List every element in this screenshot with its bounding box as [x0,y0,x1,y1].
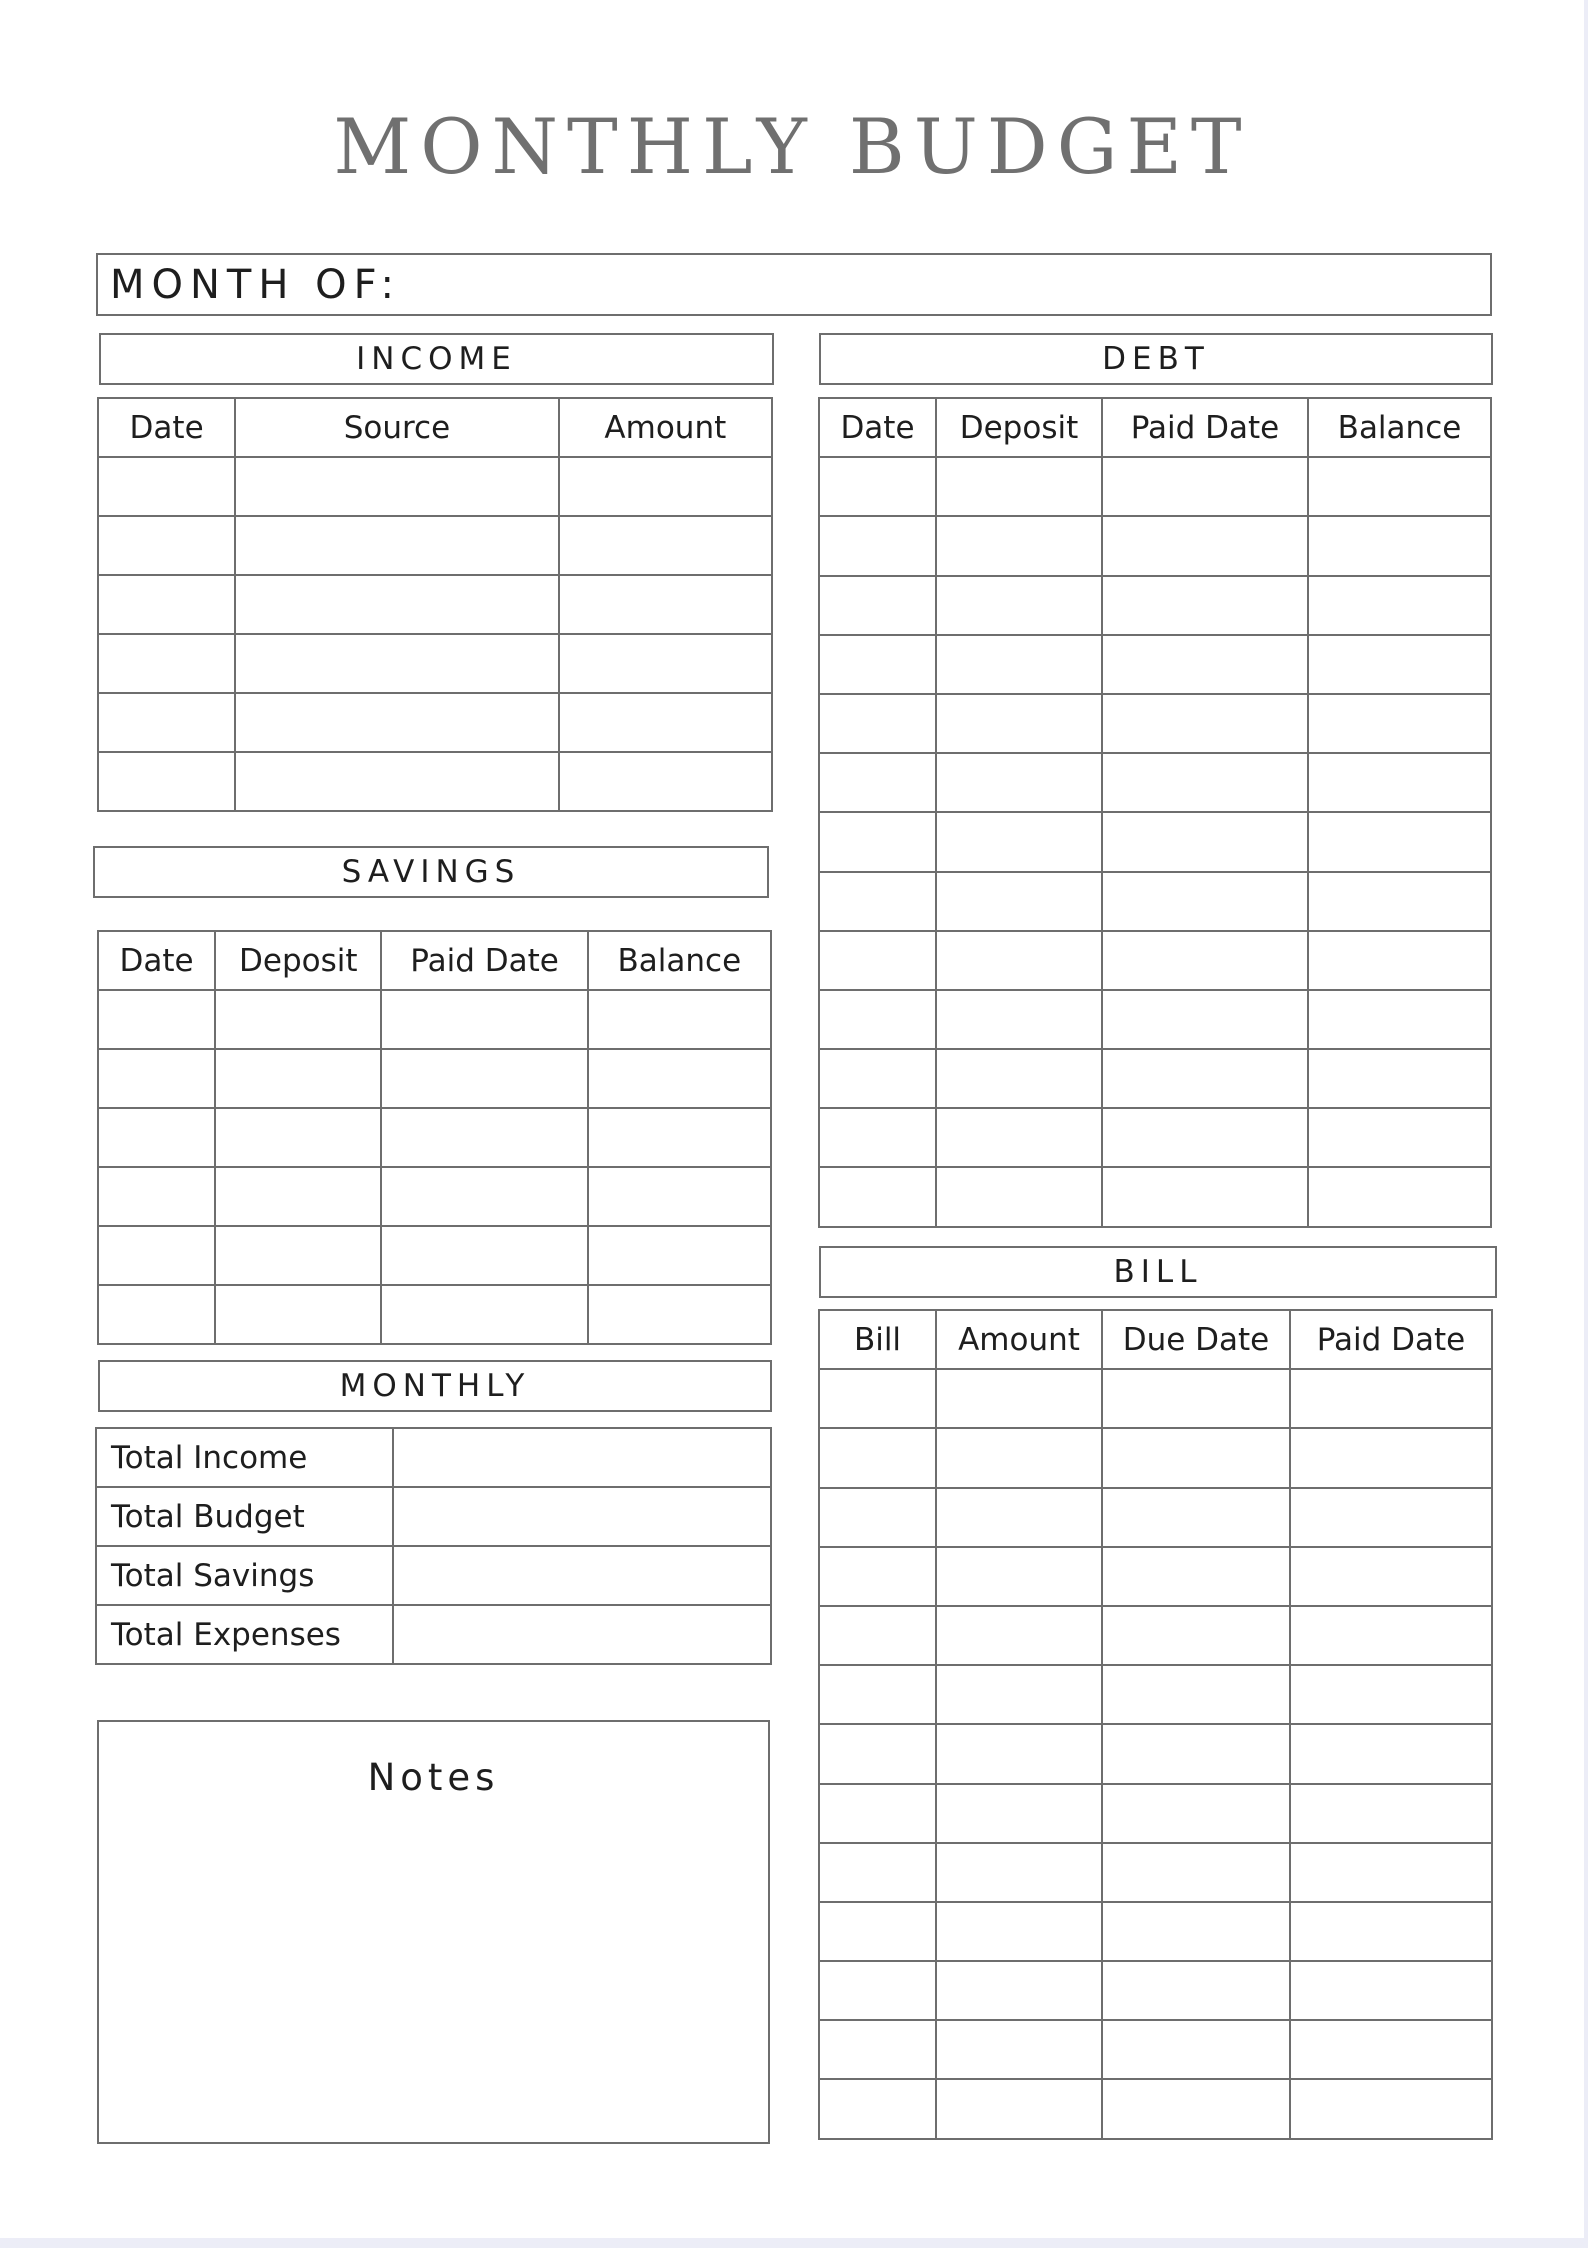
debt-cell[interactable] [936,694,1102,753]
debt-cell[interactable] [819,1108,936,1167]
bill-cell[interactable] [1102,1606,1290,1665]
debt-cell[interactable] [1308,990,1491,1049]
debt-column-header: Balance [1308,398,1491,457]
table-row [819,1784,1492,1843]
monthly-row-label: Total Savings [96,1546,393,1605]
debt-cell[interactable] [936,516,1102,575]
debt-header [819,333,1493,385]
debt-cell[interactable] [819,457,936,516]
debt-cell[interactable] [1308,1167,1491,1226]
debt-cell[interactable] [936,753,1102,812]
debt-cell[interactable] [1308,635,1491,694]
table-row [96,1546,771,1605]
bill-column-header: Amount [936,1310,1102,1369]
bill-cell[interactable] [1290,1784,1492,1843]
table-row [819,1665,1492,1724]
monthly-value-cell[interactable] [393,1487,771,1546]
monthly-value-cell[interactable] [393,1428,771,1487]
table-row [819,2020,1492,2079]
income-cell[interactable] [559,516,772,575]
bill-cell[interactable] [1290,1428,1492,1487]
table-row [98,634,772,693]
income-cell[interactable] [98,634,235,693]
debt-cell[interactable] [1308,812,1491,871]
bill-cell[interactable] [936,1369,1102,1428]
table-row [98,1167,771,1226]
debt-cell[interactable] [1102,576,1308,635]
debt-cell[interactable] [819,753,936,812]
income-cell[interactable] [235,575,558,634]
table-row [98,693,772,752]
bill-cell[interactable] [936,1606,1102,1665]
debt-cell[interactable] [936,990,1102,1049]
debt-cell[interactable] [1308,931,1491,990]
bill-header [819,1246,1497,1298]
monthly-header [98,1360,772,1412]
table-row [819,1049,1491,1108]
debt-cell[interactable] [1102,990,1308,1049]
income-cell[interactable] [235,752,558,811]
bill-header-label: BILL [1113,1254,1203,1290]
debt-cell[interactable] [1308,1108,1491,1167]
table-row [819,576,1491,635]
bill-cell[interactable] [1102,2020,1290,2079]
savings-cell[interactable] [588,1167,771,1226]
table-row [98,1108,771,1167]
table-row [819,635,1491,694]
savings-cell[interactable] [381,1285,587,1344]
debt-cell[interactable] [1308,457,1491,516]
table-row [819,753,1491,812]
savings-cell[interactable] [215,1285,381,1344]
table-row [819,457,1491,516]
savings-column-header: Date [98,931,215,990]
bill-cell[interactable] [1102,1784,1290,1843]
debt-column-header: Date [819,398,936,457]
income-column-header: Amount [559,398,772,457]
savings-cell[interactable] [215,1167,381,1226]
savings-header [93,846,769,898]
savings-cell[interactable] [381,1167,587,1226]
savings-header-label: SAVINGS [341,854,521,890]
table-row [98,752,772,811]
monthly-row-label: Total Budget [96,1487,393,1546]
monthly-value-cell[interactable] [393,1605,771,1664]
debt-cell[interactable] [1102,635,1308,694]
debt-cell[interactable] [1308,694,1491,753]
bill-cell[interactable] [936,2020,1102,2079]
income-cell[interactable] [235,457,558,516]
table-row [96,1605,771,1664]
debt-cell[interactable] [819,1167,936,1226]
income-table [97,397,773,812]
debt-cell[interactable] [819,635,936,694]
bill-cell[interactable] [936,1961,1102,2020]
savings-cell[interactable] [381,990,587,1049]
debt-cell[interactable] [819,931,936,990]
monthly-value-cell[interactable] [393,1546,771,1605]
income-column-header: Source [235,398,558,457]
debt-cell[interactable] [1308,872,1491,931]
savings-cell[interactable] [215,990,381,1049]
bill-cell[interactable] [819,1724,936,1783]
savings-cell[interactable] [588,1049,771,1108]
savings-cell[interactable] [588,1226,771,1285]
savings-cell[interactable] [381,1108,587,1167]
debt-cell[interactable] [936,1167,1102,1226]
income-header [99,333,774,385]
bill-cell[interactable] [819,1547,936,1606]
debt-header-label: DEBT [1102,341,1210,377]
debt-cell[interactable] [1308,753,1491,812]
debt-cell[interactable] [1102,1049,1308,1108]
bill-cell[interactable] [936,1428,1102,1487]
table-row [819,694,1491,753]
month-of-field[interactable] [96,253,1492,316]
income-cell[interactable] [98,516,235,575]
bill-cell[interactable] [1290,1902,1492,1961]
debt-cell[interactable] [936,872,1102,931]
debt-cell[interactable] [819,694,936,753]
bill-cell[interactable] [819,1902,936,1961]
bill-cell[interactable] [936,1784,1102,1843]
savings-cell[interactable] [588,1108,771,1167]
table-row [819,1547,1492,1606]
debt-cell[interactable] [1102,931,1308,990]
bill-cell[interactable] [819,1961,936,2020]
savings-cell[interactable] [98,1108,215,1167]
income-cell[interactable] [98,752,235,811]
income-cell[interactable] [559,634,772,693]
income-header-label: INCOME [356,341,517,377]
income-cell[interactable] [559,575,772,634]
bill-cell[interactable] [1102,1843,1290,1902]
table-row [819,1902,1492,1961]
debt-cell[interactable] [1102,457,1308,516]
table-row [96,1487,771,1546]
monthly-row-label: Total Income [96,1428,393,1487]
bill-cell[interactable] [819,1488,936,1547]
bill-column-header: Paid Date [1290,1310,1492,1369]
income-cell[interactable] [235,634,558,693]
savings-cell[interactable] [98,1167,215,1226]
debt-cell[interactable] [819,1049,936,1108]
debt-cell[interactable] [1308,1049,1491,1108]
notes-box[interactable] [97,1720,770,2144]
bill-cell[interactable] [1102,1488,1290,1547]
savings-cell[interactable] [215,1049,381,1108]
bill-cell[interactable] [1290,1488,1492,1547]
table-row [819,2079,1492,2138]
table-row [98,516,772,575]
bill-cell[interactable] [1290,1547,1492,1606]
bill-cell[interactable] [936,1843,1102,1902]
monthly-table [95,1427,772,1665]
savings-header-row [98,931,771,990]
debt-cell[interactable] [819,990,936,1049]
table-row [98,1285,771,1344]
bill-cell[interactable] [819,1428,936,1487]
bill-cell[interactable] [819,2079,936,2138]
debt-cell[interactable] [1102,812,1308,871]
table-row [819,812,1491,871]
table-row [819,872,1491,931]
debt-column-header: Paid Date [1102,398,1308,457]
savings-cell[interactable] [381,1049,587,1108]
bill-cell[interactable] [1102,1428,1290,1487]
bill-cell[interactable] [1290,1843,1492,1902]
table-row [819,1167,1491,1226]
table-row [819,1843,1492,1902]
debt-cell[interactable] [936,1108,1102,1167]
savings-table [97,930,772,1345]
debt-cell[interactable] [936,1049,1102,1108]
table-row [819,990,1491,1049]
bill-cell[interactable] [1290,1724,1492,1783]
table-row [819,1961,1492,2020]
bill-cell[interactable] [819,1784,936,1843]
bill-cell[interactable] [1102,1961,1290,2020]
bill-cell[interactable] [936,1665,1102,1724]
savings-cell[interactable] [98,1226,215,1285]
bill-cell[interactable] [819,2020,936,2079]
savings-cell[interactable] [588,1285,771,1344]
bill-column-header: Due Date [1102,1310,1290,1369]
debt-cell[interactable] [936,812,1102,871]
savings-column-header: Balance [588,931,771,990]
table-row [819,516,1491,575]
savings-cell[interactable] [215,1108,381,1167]
table-row [819,1606,1492,1665]
table-row [819,931,1491,990]
debt-cell[interactable] [1102,1167,1308,1226]
savings-cell[interactable] [98,1049,215,1108]
table-row [819,1369,1492,1428]
bill-header-row [819,1310,1492,1369]
table-row [98,1226,771,1285]
bill-cell[interactable] [1290,2020,1492,2079]
bill-cell[interactable] [936,1488,1102,1547]
bill-cell[interactable] [1102,2079,1290,2138]
bill-column-header: Bill [819,1310,936,1369]
bill-cell[interactable] [1290,1606,1492,1665]
debt-cell[interactable] [1308,516,1491,575]
table-row [819,1108,1491,1167]
savings-cell[interactable] [588,990,771,1049]
debt-cell[interactable] [1308,576,1491,635]
income-cell[interactable] [98,693,235,752]
savings-cell[interactable] [215,1226,381,1285]
income-header-row [98,398,772,457]
debt-cell[interactable] [936,635,1102,694]
debt-cell[interactable] [1102,1108,1308,1167]
bill-cell[interactable] [1102,1724,1290,1783]
bill-cell[interactable] [1290,1369,1492,1428]
income-cell[interactable] [98,457,235,516]
bill-cell[interactable] [1102,1369,1290,1428]
debt-cell[interactable] [819,516,936,575]
notes-title: Notes [367,1756,500,1799]
bill-cell[interactable] [819,1606,936,1665]
bill-cell[interactable] [936,1724,1102,1783]
income-cell[interactable] [559,693,772,752]
debt-table [818,397,1492,1228]
savings-cell[interactable] [381,1226,587,1285]
bill-cell[interactable] [819,1369,936,1428]
income-cell[interactable] [235,693,558,752]
bill-cell[interactable] [1102,1665,1290,1724]
table-row [98,990,771,1049]
month-of-label: MONTH OF: [110,261,402,308]
bill-cell[interactable] [1102,1547,1290,1606]
table-row [98,1049,771,1108]
page-title: MONTHLY BUDGET [333,102,1251,191]
debt-column-header: Deposit [936,398,1102,457]
income-cell[interactable] [559,752,772,811]
debt-cell[interactable] [1102,516,1308,575]
bill-table [818,1309,1493,2140]
bill-cell[interactable] [1290,1961,1492,2020]
table-row [819,1724,1492,1783]
debt-cell[interactable] [936,931,1102,990]
table-row [819,1488,1492,1547]
monthly-header-label: MONTHLY [339,1368,531,1404]
debt-header-row [819,398,1491,457]
bill-cell[interactable] [819,1843,936,1902]
monthly-row-label: Total Expenses [96,1605,393,1664]
debt-cell[interactable] [1102,753,1308,812]
savings-column-header: Paid Date [381,931,587,990]
savings-cell[interactable] [98,990,215,1049]
debt-cell[interactable] [1102,872,1308,931]
bill-cell[interactable] [1290,2079,1492,2138]
debt-cell[interactable] [819,812,936,871]
bill-cell[interactable] [819,1665,936,1724]
debt-cell[interactable] [1102,694,1308,753]
debt-cell[interactable] [936,457,1102,516]
table-row [96,1428,771,1487]
bill-cell[interactable] [1290,1665,1492,1724]
bill-cell[interactable] [936,1902,1102,1961]
bill-cell[interactable] [936,1547,1102,1606]
debt-cell[interactable] [819,576,936,635]
debt-cell[interactable] [936,576,1102,635]
savings-cell[interactable] [98,1285,215,1344]
income-cell[interactable] [98,575,235,634]
income-cell[interactable] [235,516,558,575]
bill-cell[interactable] [1102,1902,1290,1961]
table-row [819,1428,1492,1487]
table-row [98,575,772,634]
income-cell[interactable] [559,457,772,516]
bill-cell[interactable] [936,2079,1102,2138]
savings-column-header: Deposit [215,931,381,990]
income-column-header: Date [98,398,235,457]
debt-cell[interactable] [819,872,936,931]
table-row [98,457,772,516]
